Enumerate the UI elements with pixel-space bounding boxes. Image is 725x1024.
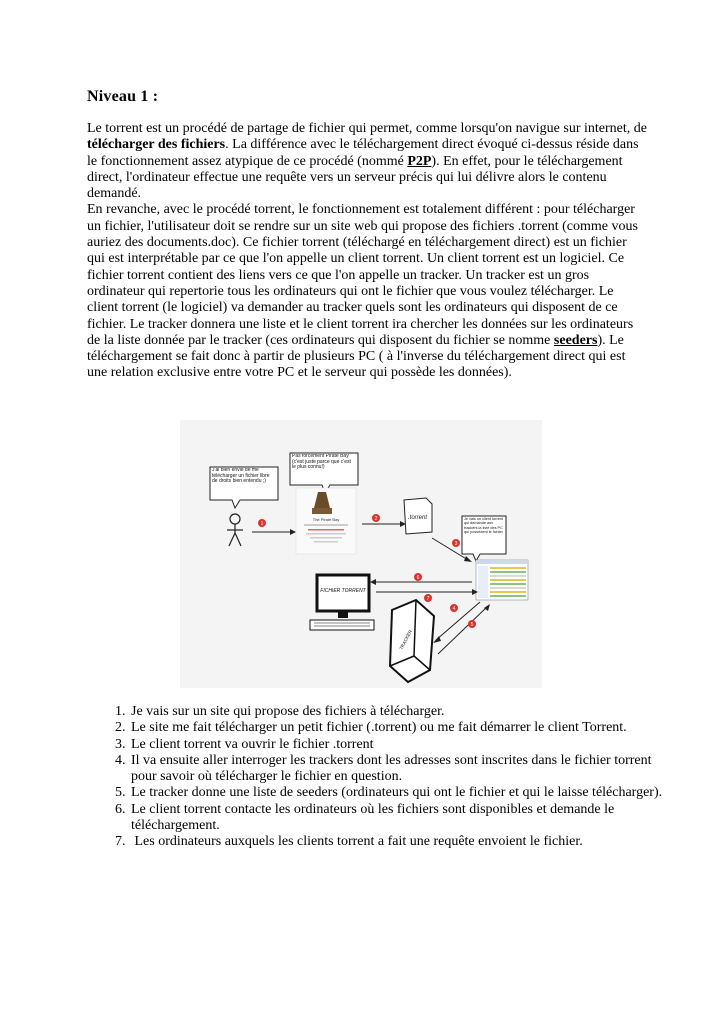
badge-6-label: 6 xyxy=(416,575,420,581)
paragraph-2-text-b: ). Le téléchargement se fait donc à partir de plusieurs PC ( à l'inverse du téléchargement direct qui est une relation exclusive entre votre PC et le serveur qui possède les données). xyxy=(87,332,626,381)
step-badge-6 xyxy=(414,573,422,581)
paragraph-1-bold: télécharger des fichiers xyxy=(87,137,226,153)
pirate-bay-page xyxy=(296,488,356,554)
server-label: TRACKER xyxy=(398,629,413,651)
client-speech-bubble xyxy=(462,516,506,561)
body-text xyxy=(87,121,647,382)
paragraph-1-text-c: ). En effet, pour le téléchargement direct, l'ordinateur effectue une requête vers un serveur précis qui lui délivre alors le contenu demandé. xyxy=(87,153,623,202)
torrent-diagram xyxy=(180,420,542,688)
paragraph-2-text-a: En revanche, avec le procédé torrent, le fonctionnement est totalement différent : pour télécharger un fichier, l'utilisateur doit se rendre sur un site web qui propose des fichiers .torrent (comme vous auriez des documents.doc). Ce fichier torrent (téléchargé en téléchargement direct) est un fichier qui est interprétable par ce que l'on appelle un client torrent. Un client torrent est un logiciel. Ce fichier torrent contient des liens vers ce que l'on appelle un tracker. Un tracker est un gros ordinateur qui repertorie tous les ordinateurs qui ont le fichier que vous voulez télécharger. Le client torrent (le logiciel) va demander au tracker quels sont les ordinateurs qui disposent de ce fichier. Le tracker donnera une liste et le client torrent ira chercher les données sur les ordinateurs de la liste donnée par le tracker (ces ordinateurs qui disposent du fichier se nomme xyxy=(87,202,638,348)
heading: Niveau 1 : xyxy=(87,88,159,105)
badge-1-label: 1 xyxy=(260,521,264,527)
steps-list xyxy=(109,704,669,851)
paragraph-1 xyxy=(87,121,647,202)
site-speech-bubble xyxy=(290,453,358,493)
step-badge-4 xyxy=(450,604,458,612)
paragraph-1-text-b: . La différence avec le téléchargement direct évoqué ci-dessus réside dans le fonctionnement assez atypique de ce procédé (nommé xyxy=(87,137,639,169)
step-badge-5 xyxy=(468,620,476,628)
client-bubble-text: Je vais un client torrent qui demande aux trackers la liste des PC qui possèdent le fichier xyxy=(464,517,504,534)
step-badge-3 xyxy=(452,539,460,547)
monitor-label: FICHIER TORRENT xyxy=(320,588,366,594)
torrent-file-icon xyxy=(404,498,432,534)
site-bubble-text: Pas forcement Pirate Bay (c'est juste parce que c'est le plus connu!) xyxy=(292,454,351,471)
step-item: 6. Le client torrent contacte les ordinateurs où les fichiers sont disponibles et demande le téléchargement. xyxy=(129,802,669,835)
step-badge-2 xyxy=(372,514,380,522)
paragraph-2 xyxy=(87,202,647,381)
user-speech-bubble xyxy=(210,467,278,508)
file-label: .torrent xyxy=(408,515,428,521)
user-bubble-text: J'ai bien envie de me télécharger un fichier libre de droits bien entendu ;) xyxy=(212,468,270,485)
site-name-label: The Pirate Bay xyxy=(312,517,340,522)
step-item: 1. Je vais sur un site qui propose des fichiers à télécharger. xyxy=(129,704,669,720)
step-item: 4. Il va ensuite aller interroger les trackers dont les adresses sont inscrites dans le fichier torrent pour savoir où télécharger le fichier en question. xyxy=(129,753,669,786)
step-item: 2. Le site me fait télécharger un petit fichier (.torrent) ou me fait démarrer le client Torrent. xyxy=(129,720,669,736)
badge-3-label: 3 xyxy=(454,541,458,547)
monitor-icon xyxy=(310,575,374,630)
badge-2-label: 2 xyxy=(374,516,378,522)
badge-7-label: 7 xyxy=(426,596,430,602)
step-badge-1 xyxy=(258,519,266,527)
step-badge-7 xyxy=(424,594,432,602)
seeders-term: seeders xyxy=(553,332,598,348)
paragraph-1-text-a: Le torrent est un procédé de partage de fichier qui permet, comme lorsqu'on navigue sur internet, de xyxy=(87,121,647,136)
badge-4-label: 4 xyxy=(452,606,456,612)
torrent-client-window xyxy=(476,560,528,600)
badge-5-label: 5 xyxy=(470,622,474,628)
step-item: 3. Le client torrent va ouvrir le fichier .torrent xyxy=(129,737,669,753)
p2p-term: P2P xyxy=(407,153,432,169)
step-item: 7. Les ordinateurs auxquels les clients torrent a fait une requête envoient le fichier. xyxy=(129,834,669,850)
tracker-server-icon xyxy=(390,600,434,682)
stick-figure xyxy=(227,514,243,546)
step-item: 5. Le tracker donne une liste de seeders (ordinateurs qui ont le fichier et qui le laisse télécharger). xyxy=(129,785,669,801)
